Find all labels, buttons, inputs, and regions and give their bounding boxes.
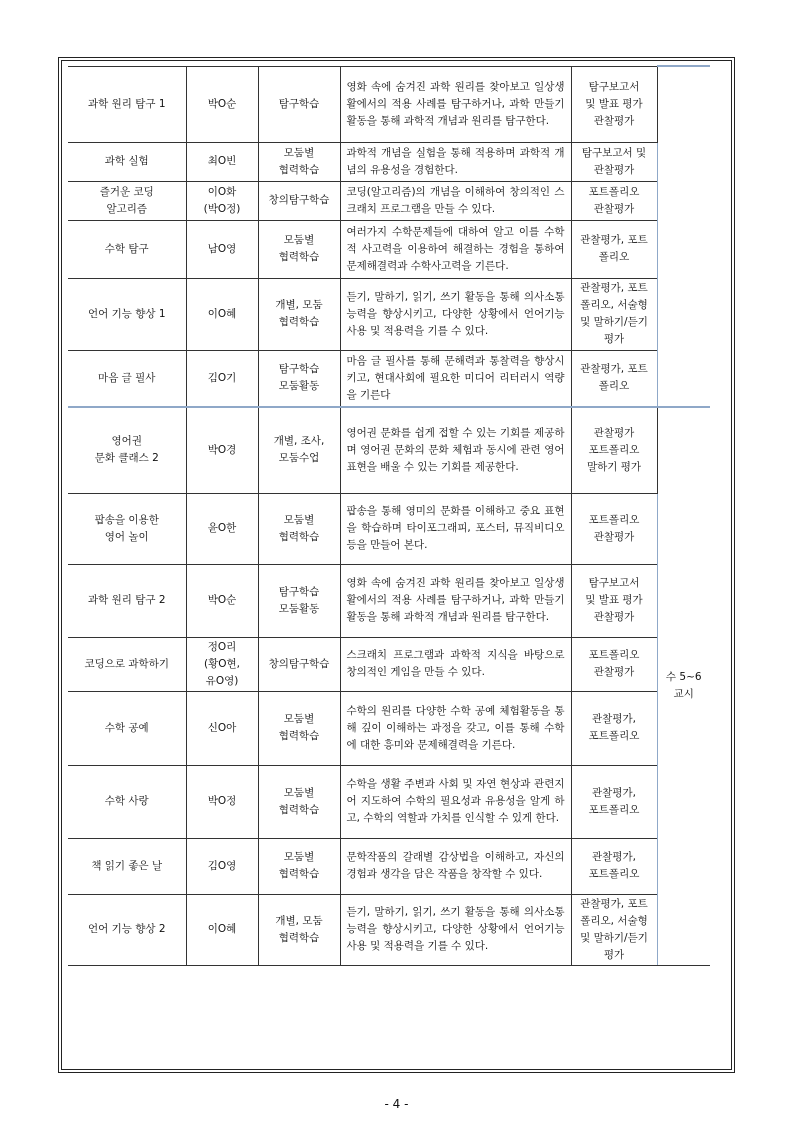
course-teacher: 최O빈 [186, 142, 258, 181]
course-teacher: 박O순 [186, 66, 258, 142]
table-row [68, 181, 710, 220]
table-row [68, 838, 710, 894]
course-evaluation: 관찰평가, 포트폴리오 [571, 765, 657, 838]
course-method: 모둠별 협력학습 [258, 838, 340, 894]
table-row [68, 220, 710, 278]
course-title: 책 읽기 좋은 날 [68, 838, 186, 894]
course-evaluation: 탐구보고서 및 발표 평가 관찰평가 [571, 564, 657, 637]
table-row [68, 894, 710, 965]
course-title: 수학 사랑 [68, 765, 186, 838]
course-title: 코딩으로 과학하기 [68, 637, 186, 691]
course-description: 팝송을 통해 영미의 문화를 이해하고 중요 표현을 학습하며 타이포그래피, 포스터, 뮤직비디오 등을 만들어 본다. [340, 493, 571, 564]
course-description: 과학적 개념을 실험을 통해 적용하며 과학적 개념의 유용성을 경험한다. [340, 142, 571, 181]
course-teacher: 김O영 [186, 838, 258, 894]
table-row [68, 407, 710, 493]
course-evaluation: 관찰평가, 포트 폴리오 [571, 220, 657, 278]
table-row [68, 637, 710, 691]
course-teacher: 신O아 [186, 691, 258, 765]
course-teacher: 남O영 [186, 220, 258, 278]
course-teacher: 이O화 (박O정) [186, 181, 258, 220]
course-description: 듣기, 말하기, 읽기, 쓰기 활동을 통해 의사소통능력을 향상시키고, 다양한 상황에서 언어기능 사용 및 적용력을 기를 수 있다. [340, 278, 571, 350]
course-description: 영화 속에 숨겨진 과학 원리를 찾아보고 일상생활에서의 적용 사례를 탐구하거나, 과학 만들기 활동을 통해 과학적 개념과 원리를 탐구한다. [340, 66, 571, 142]
course-evaluation: 관찰평가, 포트 폴리오 [571, 350, 657, 407]
course-description: 여러가지 수학문제들에 대하여 알고 이를 수학적 사고력을 이용하여 해결하는 경험을 통하여 문제해결력과 수학사고력을 기른다. [340, 220, 571, 278]
course-title: 과학 원리 탐구 1 [68, 66, 186, 142]
course-evaluation: 탐구보고서 및 관찰평가 [571, 142, 657, 181]
course-title: 팝송을 이용한 영어 놀이 [68, 493, 186, 564]
course-evaluation: 관찰평가 포트폴리오 말하기 평가 [571, 407, 657, 493]
course-description: 마음 글 필사를 통해 문해력과 통찰력을 향상시키고, 현대사회에 필요한 미디어 리터러시 역량을 기른다 [340, 350, 571, 407]
course-method: 모둠별 협력학습 [258, 142, 340, 181]
course-title: 과학 원리 탐구 2 [68, 564, 186, 637]
side-cell-group1 [657, 66, 710, 407]
course-teacher: 박O경 [186, 407, 258, 493]
table-row [68, 66, 710, 142]
course-description: 듣기, 말하기, 읽기, 쓰기 활동을 통해 의사소통능력을 향상시키고, 다양한 상황에서 언어기능 사용 및 적용력을 기를 수 있다. [340, 894, 571, 965]
course-evaluation: 탐구보고서 및 발표 평가 관찰평가 [571, 66, 657, 142]
table-row [68, 765, 710, 838]
course-title: 즐거운 코딩 알고리즘 [68, 181, 186, 220]
course-description: 수학을 생활 주변과 사회 및 자연 현상과 관련지어 지도하여 수학의 필요성과 유용성을 알게 하고, 수학의 역할과 가치를 인식할 수 있게 한다. [340, 765, 571, 838]
course-evaluation: 포트폴리오 관찰평가 [571, 637, 657, 691]
course-title: 수학 공예 [68, 691, 186, 765]
course-method: 개별, 조사, 모둠수업 [258, 407, 340, 493]
course-method: 개별, 모둠 협력학습 [258, 894, 340, 965]
course-teacher: 김O기 [186, 350, 258, 407]
page-number: - 4 - [384, 1097, 409, 1111]
course-method: 모둠별 협력학습 [258, 691, 340, 765]
course-teacher: 정O리 (황O현, 유O영) [186, 637, 258, 691]
session-time-label: 수 5~6 교시 [657, 407, 710, 965]
course-evaluation: 관찰평가, 포트폴리오 [571, 691, 657, 765]
course-title: 언어 기능 향상 2 [68, 894, 186, 965]
course-method: 창의탐구학습 [258, 181, 340, 220]
course-description: 스크래치 프로그램과 과학적 지식을 바탕으로 창의적인 게임을 만들 수 있다. [340, 637, 571, 691]
course-evaluation: 포트폴리오 관찰평가 [571, 493, 657, 564]
course-title: 마음 글 필사 [68, 350, 186, 407]
course-method: 창의탐구학습 [258, 637, 340, 691]
course-evaluation: 관찰평가, 포트폴리오 [571, 838, 657, 894]
course-description: 코딩(알고리즘)의 개념을 이해하여 창의적인 스크래치 프로그램을 만들 수 있다. [340, 181, 571, 220]
course-method: 탐구학습 모둠활동 [258, 350, 340, 407]
course-evaluation: 관찰평가, 포트 폴리오, 서술형 및 말하기/듣기 평가 [571, 278, 657, 350]
table-row [68, 493, 710, 564]
table-row [68, 564, 710, 637]
course-title: 영어권 문화 클래스 2 [68, 407, 186, 493]
table-row [68, 278, 710, 350]
course-method: 모둠별 협력학습 [258, 765, 340, 838]
course-evaluation: 포트폴리오 관찰평가 [571, 181, 657, 220]
course-title: 과학 실험 [68, 142, 186, 181]
course-method: 모둠별 협력학습 [258, 493, 340, 564]
course-description: 영어권 문화를 쉽게 접할 수 있는 기회를 제공하며 영어권 문화의 문화 체험과 동시에 관련 영어 표현을 배울 수 있는 기회를 제공한다. [340, 407, 571, 493]
course-teacher: 박O정 [186, 765, 258, 838]
table-row [68, 350, 710, 407]
course-teacher: 이O혜 [186, 894, 258, 965]
course-description: 영화 속에 숨겨진 과학 원리를 찾아보고 일상생활에서의 적용 사례를 탐구하거나, 과학 만들기 활동을 통해 과학적 개념과 원리를 탐구한다. [340, 564, 571, 637]
course-table [68, 65, 710, 966]
course-method: 탐구학습 모둠활동 [258, 564, 340, 637]
course-title: 언어 기능 향상 1 [68, 278, 186, 350]
table-row [68, 691, 710, 765]
table-row [68, 142, 710, 181]
course-method: 모둠별 협력학습 [258, 220, 340, 278]
course-description: 문학작품의 갈래별 감상법을 이해하고, 자신의 경험과 생각을 담은 작품을 창작할 수 있다. [340, 838, 571, 894]
course-evaluation: 관찰평가, 포트 폴리오, 서술형 및 말하기/듣기 평가 [571, 894, 657, 965]
course-teacher: 이O혜 [186, 278, 258, 350]
course-description: 수학의 원리를 다양한 수학 공예 체험활동을 통해 깊이 이해하는 과정을 갖고, 이를 통해 수학에 대한 흥미와 문제해결력을 기른다. [340, 691, 571, 765]
course-teacher: 윤O한 [186, 493, 258, 564]
course-method: 개별, 모둠 협력학습 [258, 278, 340, 350]
course-title: 수학 탐구 [68, 220, 186, 278]
course-method: 탐구학습 [258, 66, 340, 142]
course-teacher: 박O순 [186, 564, 258, 637]
